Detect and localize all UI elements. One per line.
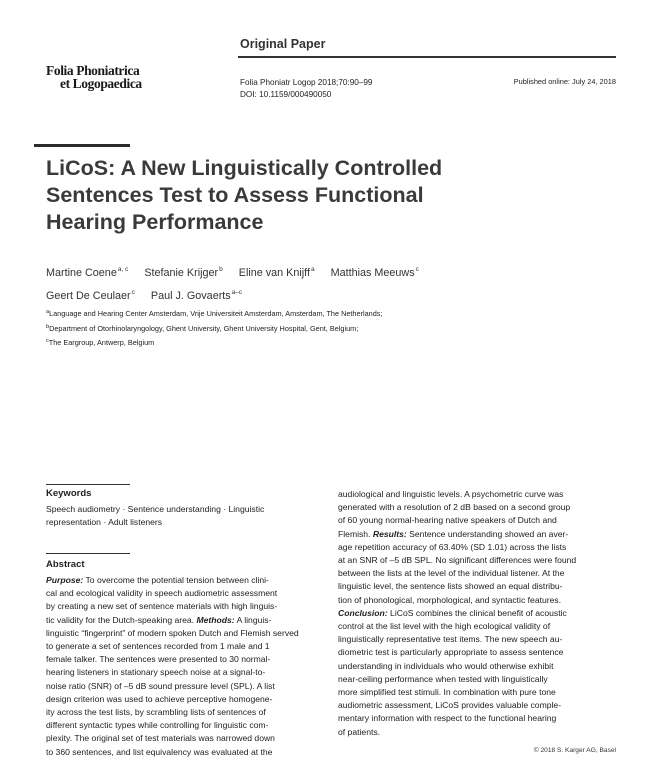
abstract-line: ity across the test lists, by scrambling lists of sentences of [46,707,266,718]
author[interactable]: Paul J. Govaerts$^{a-c}$ [150,289,243,302]
abstract-line: between the lists at the level of the individual listener. At the [338,568,565,579]
citation: Folia Phoniatr Logop 2018;70:90–99 [240,78,373,87]
abstract-rule [46,553,130,554]
abstract-line: age repetition accuracy of 63.40% (SD 1.01) across the lists [338,541,567,552]
keywords-heading: Keywords [46,488,92,499]
author-list [46,260,616,306]
abstract-line: by creating a new set of sentence materials with high linguis- [46,601,278,612]
author[interactable]: Stefanie Krijger$^b$ [144,266,223,279]
doi[interactable]: DOI: 10.1159/000490050 [240,89,332,99]
abstract-line: near-ceiling performance when tested with linguistically [338,673,548,684]
abstract-line: of patients. [338,726,381,737]
citation-block [240,77,372,100]
abstract-line: cal and ecological validity in speech audiometric assessment [46,588,278,599]
abstract-left-column [46,574,326,759]
abstract-line: design criterion was used to achieve perceptive homogene- [46,693,273,704]
abstract-line: understanding in individuals who would otherwise exhibit [338,660,554,671]
affiliation: $^b$Department of Otorhinolaryngology, Ghent University, Ghent University Hospital, Gent, Belgium; [46,323,359,333]
abstract-line: to generate a set of sentences recorded from 1 male and 1 [46,641,270,652]
title-line: LiCoS: A New Linguistically Controlled [46,156,443,180]
affiliation: $^a$Language and Hearing Center Amsterdam, Vrije Universiteit Amsterdam, Amsterdam, The Netherlands; [46,309,383,318]
abstract-line: linguistic “fingerprint” of modern spoken Dutch and Flemish served [46,627,299,638]
article-title [46,155,606,236]
keywords-line: Speech audiometry · Sentence understanding · Linguistic [46,504,265,514]
abstract-line: female talker. The sentences were presented to 30 normal- [46,654,271,665]
affiliations [46,306,616,350]
journal-logo [46,64,196,90]
abstract-line: audiometric assessment, LiCoS provides valuable comple- [338,700,562,711]
author[interactable]: Martine Coene$^{a, c}$ [46,266,129,279]
abstract-line: diometric test is particularly appropriate to assess sentence [338,647,564,658]
author[interactable]: Eline van Knijff$^a$ [238,266,315,279]
abstract-line: different syntactic types while controlling for linguistic com- [46,720,269,731]
keywords-line: representation · Adult listeners [46,517,163,528]
affiliation: $^c$The Eargroup, Antwerp, Belgium [46,338,155,347]
abstract-line: control at the list level with the high ecological validity of [338,621,551,632]
abstract-line: Conclusion: LiCoS combines the clinical benefit of acoustic [338,607,567,618]
author-line-2 [46,283,616,306]
abstract-line: mentary information with respect to the functional hearing [338,713,557,724]
title-rule [34,144,130,147]
abstract-line: hearing listeners in stationary speech noise at a signal-to- [46,667,266,678]
abstract-line: more simplified test stimuli. In combination with pure tone [338,687,556,698]
header-divider [238,56,616,58]
abstract-line: tion of phonological, morphological, and syntactic features. [338,594,562,605]
author[interactable]: Matthias Meeuws$^c$ [330,266,419,279]
paper-type: Original Paper [240,37,326,51]
journal-name-line2: et Logopaedica [60,76,142,91]
author[interactable]: Geert De Ceulaer$^c$ [46,289,135,302]
abstract-line: linguistic level, the sentence lists showed an equal distribu- [338,581,563,592]
abstract-line: Purpose: To overcome the potential tension between clini- [46,575,269,585]
title-line: Hearing Performance [46,210,264,234]
copyright: © 2018 S. Karger AG, Basel [533,747,616,754]
abstract-line: Flemish. Results: Sentence understanding showed an aver- [338,528,569,539]
abstract-line: audiological and linguistic levels. A psychometric curve was [338,489,564,499]
abstract-line: at an SNR of –5 dB SPL. No significant differences were found [338,555,577,566]
abstract-line: noise ratio (SNR) of –5 dB sound pressure level (SPL). A list [46,680,275,691]
published-date: Published online: July 24, 2018 [513,77,616,86]
author-line-1 [46,260,616,283]
keywords-list [46,503,328,529]
abstract-line: of 60 young normal-hearing native speakers of Dutch and [338,515,557,526]
keywords-rule [46,484,130,485]
abstract-line: to 360 sentences, and list equivalency was evaluated at the [46,746,273,757]
abstract-line: linguistically representative test items. The new speech au- [338,634,563,645]
abstract-line: generated with a resolution of 2 dB based on a second group [338,502,571,513]
abstract-line: plexity. The original set of test materials was narrowed down [46,733,275,744]
abstract-line: tic validity for the Dutch-speaking area. Methods: A linguis- [46,614,272,625]
journal-name-line1: Folia Phoniatrica [46,63,140,78]
title-line: Sentences Test to Assess Functional [46,183,424,207]
abstract-right-column [338,488,616,739]
abstract-heading: Abstract [46,559,85,570]
